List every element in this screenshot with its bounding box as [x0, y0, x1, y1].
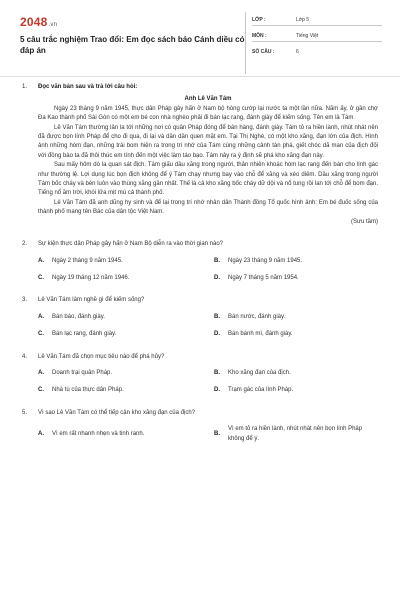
header-divider	[245, 12, 246, 74]
option-text: Bán lạc rang, đánh giày.	[52, 331, 117, 338]
answer-option-b[interactable]	[214, 313, 378, 322]
question-text: Vì sao Lê Văn Tám có thể tiếp cận kho xăng đạn của địch?	[38, 409, 195, 416]
option-text: Trạm gác của lính Pháp.	[228, 387, 294, 394]
answer-option-c[interactable]	[38, 330, 202, 339]
question-2	[22, 240, 378, 283]
story-paragraph: Sau mấy hôm dò la quan sát địch. Tám giấu dầu xăng trong người, thản nhiên khoác hòm lạc rang đến bán cho lính gác như thường lệ. Lợi dụng lúc bọn địch không để ý Tám chạy nhưng bay vào chỗ để xăng và xéo diêm. Dầu xăng trong người Tám bốc cháy và bén luôn vào thùng xăng gần nhất. Thế là cả kho xăng bốc cháy dữ dội và nổ tung rồi lan tới chỗ để bom đạn. Tiếng nổ ầm trời, khói lửa mịt mù cả thành phố.	[38, 162, 378, 197]
option-text: Ngày 23 tháng 9 năm 1945.	[228, 257, 303, 264]
option-text: Ngày 7 tháng 5 năm 1954.	[228, 274, 299, 281]
answer-options	[38, 369, 378, 396]
document-body	[22, 83, 378, 444]
answer-option-a[interactable]	[38, 313, 202, 322]
meta-count-label: SỐ CÂU :	[252, 49, 275, 55]
option-letter: B.	[214, 257, 220, 264]
story-paragraph: Lê Văn Tám đã anh dũng hy sinh và để lại trong trí nhớ nhân dân Thành đồng Tổ quốc hình ảnh: Em bé đuốc sống của thành phố mang tên Bác của dân tộc Việt Nam.	[38, 199, 378, 216]
option-text: Doanh trại quân Pháp.	[52, 369, 113, 376]
question-number: 2.	[22, 241, 28, 248]
answer-options	[38, 313, 378, 340]
option-letter: D.	[214, 274, 220, 281]
option-text: Kho xăng đạn của địch.	[228, 369, 291, 376]
option-letter: B.	[214, 313, 220, 320]
option-letter: B.	[214, 369, 220, 376]
question-5	[22, 409, 378, 444]
answer-option-c[interactable]	[38, 274, 202, 283]
question-1	[22, 83, 378, 227]
answer-option-d[interactable]	[214, 274, 378, 283]
meta-underline	[252, 41, 382, 42]
option-letter: C.	[38, 274, 44, 281]
meta-underline	[252, 25, 382, 26]
answer-option-a[interactable]	[38, 257, 202, 266]
meta-grade-label: LỚP :	[252, 17, 266, 23]
option-text: Bán bánh mì, đánh giày.	[228, 331, 293, 338]
question-4	[22, 353, 378, 396]
option-text: Nhà tù của thực dân Pháp.	[52, 387, 124, 394]
site-logo[interactable]	[20, 15, 57, 29]
question-number: 1.	[22, 84, 28, 90]
option-letter: A.	[38, 431, 44, 438]
option-letter: C.	[38, 331, 44, 338]
header-separator	[0, 76, 400, 77]
answer-option-d[interactable]	[214, 386, 378, 395]
answer-option-c[interactable]	[38, 386, 202, 395]
answer-option-a[interactable]	[38, 369, 202, 378]
option-letter: D.	[214, 387, 220, 394]
option-letter: D.	[214, 331, 220, 338]
option-letter: A.	[38, 313, 44, 320]
story-source: (Sưu tầm)	[350, 218, 378, 225]
logo-suffix: .vn	[48, 22, 58, 28]
story-title: Anh Lê Văn Tám	[184, 96, 232, 103]
meta-count-value: 6	[296, 49, 299, 55]
question-number: 4.	[22, 353, 28, 360]
document-title: 5 câu trắc nghiệm Trao đổi: Em đọc sách báo Cánh diều có đáp án	[20, 35, 245, 55]
option-text: Bán báo, đánh giày.	[52, 313, 105, 320]
meta-subject-label: MÔN :	[252, 33, 267, 39]
question-text: Sự kiện thực dân Pháp gây hấn ở Nam Bộ diễn ra vào thời gian nào?	[38, 241, 224, 248]
answer-option-d[interactable]	[214, 330, 378, 339]
option-text: Ngày 2 tháng 9 năm 1945.	[52, 257, 123, 264]
answer-option-a[interactable]	[38, 425, 202, 444]
option-letter: B.	[214, 431, 220, 438]
question-number: 3.	[22, 297, 28, 304]
question-3	[22, 296, 378, 339]
answer-option-b[interactable]	[214, 425, 378, 444]
answer-option-b[interactable]	[214, 369, 378, 378]
option-letter: C.	[38, 387, 44, 394]
logo-text: 2048	[20, 15, 48, 29]
option-text: Vì em rất nhanh nhẹn và tinh ranh.	[52, 431, 145, 438]
question-prompt: Đọc văn bản sau và trả lời câu hỏi:	[38, 84, 138, 90]
answer-option-b[interactable]	[214, 257, 378, 266]
question-text: Lê Văn Tám đã chọn mục tiêu nào để phá hủy?	[38, 353, 165, 360]
story-paragraph: Lê Văn Tám thường lân la tới những nơi có quân Pháp đóng để bán hàng, đánh giày. Tám tỏ ra hiền lành, nhút nhát nên đã được bọn lính Pháp để cho đi qua, đi lại và dần dần quen mặt em. Tại Thị Nghè, có một kho xăng, đạn lớn của địch. Hình ảnh những hòm đạn, những trái bom hiện ra trong trí nhớ của Tám cùng những cảnh tàn phá, giết chóc dã man của địch đối với đồng bào ta đã thôi thúc em tính đến một việc làm táo bạo. Tám nảy ra ý định sẽ phá kho xăng đạn này.	[38, 124, 378, 159]
meta-grade-value: Lớp 5	[296, 17, 310, 23]
answer-options	[38, 425, 378, 444]
answer-options	[38, 257, 378, 284]
option-letter: A.	[38, 257, 44, 264]
option-text: Bán nước, đánh giày.	[228, 313, 286, 320]
option-letter: A.	[38, 369, 44, 376]
question-text: Lê Văn Tám làm nghề gì để kiếm sống?	[38, 297, 145, 304]
option-text: Vì em tỏ ra hiền lành, nhút nhát nên bọn lính Pháp không để ý.	[228, 426, 363, 442]
option-text: Ngày 19 tháng 12 năm 1946.	[52, 274, 130, 281]
meta-subject-value: Tiếng Việt	[296, 33, 319, 39]
story-paragraph: Ngày 23 tháng 9 năm 1945, thực dân Pháp gây hấn ở Nam bộ hòng cướp lại nước ta một lần nữa. Năm ấy, ở gần chợ Đa Kao thành phố Sài Gòn có một em bé con nhà nghèo phải đi bán lạc rang, đánh giày để kiếm sống. Tên em là Tám	[38, 105, 378, 122]
question-number: 5.	[22, 409, 28, 416]
